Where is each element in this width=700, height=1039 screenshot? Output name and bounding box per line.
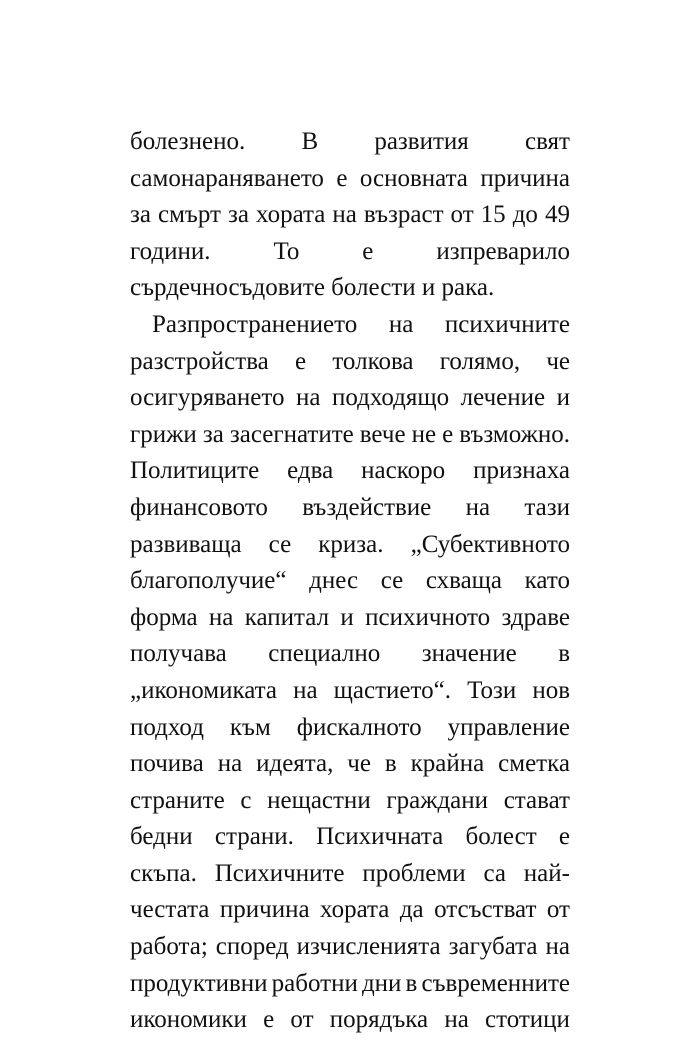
text-word: психичните	[444, 310, 570, 338]
text-word: като	[524, 567, 570, 595]
text-word: голямо,	[439, 347, 521, 375]
text-line	[130, 819, 570, 856]
text-line	[130, 527, 570, 564]
text-word: не	[411, 420, 437, 448]
text-word: причина	[480, 164, 570, 192]
text-word: че	[347, 750, 371, 778]
text-word: развития	[374, 128, 469, 155]
text-word: нов	[532, 676, 570, 704]
text-word: в	[384, 750, 397, 778]
text-word: съвременните	[421, 969, 570, 997]
text-word: за	[228, 201, 249, 229]
text-word: е	[362, 237, 374, 265]
text-word: на	[545, 933, 570, 961]
text-line	[130, 929, 570, 966]
text-word: подходящо	[331, 384, 450, 412]
text-word: нещастни	[267, 786, 371, 814]
text-word: болезнено.	[130, 128, 246, 155]
text-word: осигуряването	[130, 384, 285, 412]
text-word: с	[240, 786, 252, 814]
text-word: фискалното	[296, 713, 422, 741]
text-word: болест	[465, 823, 537, 851]
text-word: хората	[256, 201, 326, 229]
text-word: страните	[130, 786, 225, 814]
text-word: развиваща	[130, 530, 242, 558]
text-line	[130, 673, 570, 710]
text-word: възраст	[363, 201, 444, 229]
text-word: в	[558, 640, 570, 668]
text-word: честата	[130, 896, 210, 924]
text-word: са	[483, 859, 506, 887]
text-word: тази	[524, 493, 570, 521]
text-line	[130, 856, 570, 893]
text-word: в	[405, 969, 418, 997]
text-line	[130, 344, 570, 381]
text-word: на	[444, 1006, 469, 1034]
text-word: на	[293, 676, 318, 704]
text-word: страни.	[214, 823, 294, 851]
text-line	[130, 197, 570, 234]
text-word: за	[130, 201, 151, 229]
text-word: години.	[130, 237, 211, 265]
text-word: на	[295, 384, 321, 412]
text-word: Психичната	[316, 823, 444, 851]
text-word: на	[332, 201, 357, 229]
text-word: толкова	[332, 347, 414, 375]
text-line	[130, 124, 570, 161]
text-word: хората	[320, 896, 390, 924]
text-word: основната	[359, 164, 468, 192]
text-word: за	[202, 420, 224, 448]
text-word: и	[556, 384, 570, 412]
text-word: икономики	[130, 1006, 247, 1034]
text-word: 49	[544, 201, 570, 229]
text-line	[130, 307, 570, 344]
text-word: изчисленията	[296, 933, 441, 961]
text-word: отсъстват	[434, 896, 537, 924]
text-word: на	[217, 750, 243, 778]
text-run: сърдечносъдовите болести и рака.	[130, 274, 495, 302]
text-word: Този	[467, 676, 517, 704]
text-word: най-	[523, 859, 570, 887]
text-word: Психичните	[214, 859, 345, 887]
text-line	[130, 783, 570, 820]
text-word: продуктивни	[130, 969, 268, 997]
text-line	[130, 563, 570, 600]
text-word: „икономиката	[130, 676, 277, 704]
text-word: стотици	[485, 1006, 570, 1034]
text-word: капитал	[244, 603, 330, 631]
text-line	[130, 966, 570, 1003]
text-word: психичното	[365, 603, 491, 631]
text-word: засегнатите	[229, 420, 354, 448]
text-word: Политиците	[130, 457, 260, 485]
text-word: благополучие“	[130, 567, 287, 595]
text-word: вече	[359, 420, 406, 448]
text-word: до	[512, 201, 538, 229]
text-word: се	[268, 530, 292, 558]
text-word: скъпа.	[130, 859, 197, 887]
text-line	[130, 270, 570, 307]
text-word: на	[465, 493, 491, 521]
text-word: свят	[524, 128, 570, 155]
text-word: управление	[447, 713, 570, 741]
text-line	[130, 380, 570, 417]
text-word: работа;	[130, 933, 208, 961]
text-word: според	[215, 933, 289, 961]
text-word: разстройства	[130, 347, 269, 375]
text-word: на	[208, 603, 234, 631]
text-word: признаха	[473, 457, 570, 485]
text-word: В	[301, 128, 319, 155]
text-word: значение	[421, 640, 517, 668]
text-word: смърт	[158, 201, 221, 229]
text-word: форма	[130, 603, 198, 631]
text-word: наскоро	[361, 457, 446, 485]
text-word: от	[450, 201, 474, 229]
text-line	[130, 600, 570, 637]
text-word: Разпространението	[152, 310, 358, 338]
text-line	[130, 453, 570, 490]
text-word: е	[442, 420, 454, 448]
text-word: граждани	[386, 786, 489, 814]
text-word: криза.	[318, 530, 384, 558]
text-word: изпреварило	[436, 237, 570, 265]
text-word: То	[273, 237, 300, 265]
text-word: подход	[130, 713, 204, 741]
text-line	[130, 234, 570, 271]
text-word: получава	[130, 640, 227, 668]
text-word: щастието“.	[333, 676, 451, 704]
text-word: „Субективното	[410, 530, 570, 558]
text-word: лечение	[460, 384, 546, 412]
text-word: 15	[480, 201, 506, 229]
text-word: самонараняването	[130, 164, 324, 192]
text-word: от	[290, 1006, 314, 1034]
text-line	[130, 1002, 570, 1039]
text-line	[130, 710, 570, 747]
text-word: причина	[219, 896, 310, 924]
text-word: и	[340, 603, 354, 631]
text-line	[130, 490, 570, 527]
text-line	[130, 636, 570, 673]
text-word: почива	[130, 750, 204, 778]
text-word: въздействие	[302, 493, 432, 521]
text-word: финансовото	[130, 493, 268, 521]
text-word: че	[546, 347, 570, 375]
text-word: работни	[271, 969, 358, 997]
text-word: здраве	[501, 603, 570, 631]
text-word: загубата	[448, 933, 538, 961]
text-word: от	[546, 896, 570, 924]
text-line	[130, 161, 570, 198]
text-line	[130, 892, 570, 929]
text-word: схваща	[425, 567, 503, 595]
text-word: крайна	[410, 750, 485, 778]
text-word: към	[229, 713, 271, 741]
text-word: да	[399, 896, 424, 924]
text-word: е	[263, 1006, 275, 1034]
text-word: едва	[287, 457, 334, 485]
text-word: е	[336, 164, 348, 192]
text-word: бедни	[130, 823, 193, 851]
text-word: стават	[503, 786, 570, 814]
text-word: възможно.	[459, 420, 570, 448]
text-line	[130, 417, 570, 454]
text-line	[130, 746, 570, 783]
text-word: идеята,	[256, 750, 334, 778]
text-word: порядъка	[329, 1006, 429, 1034]
text-word: дни	[361, 969, 402, 997]
text-word: сметка	[498, 750, 570, 778]
text-word: е	[558, 823, 570, 851]
text-word: се	[380, 567, 404, 595]
body-text	[130, 124, 570, 1039]
text-word: проблеми	[362, 859, 466, 887]
text-word: на	[388, 310, 414, 338]
text-word: грижи	[130, 420, 197, 448]
text-word: днес	[309, 567, 359, 595]
text-word: специално	[268, 640, 381, 668]
text-word: е	[295, 347, 307, 375]
